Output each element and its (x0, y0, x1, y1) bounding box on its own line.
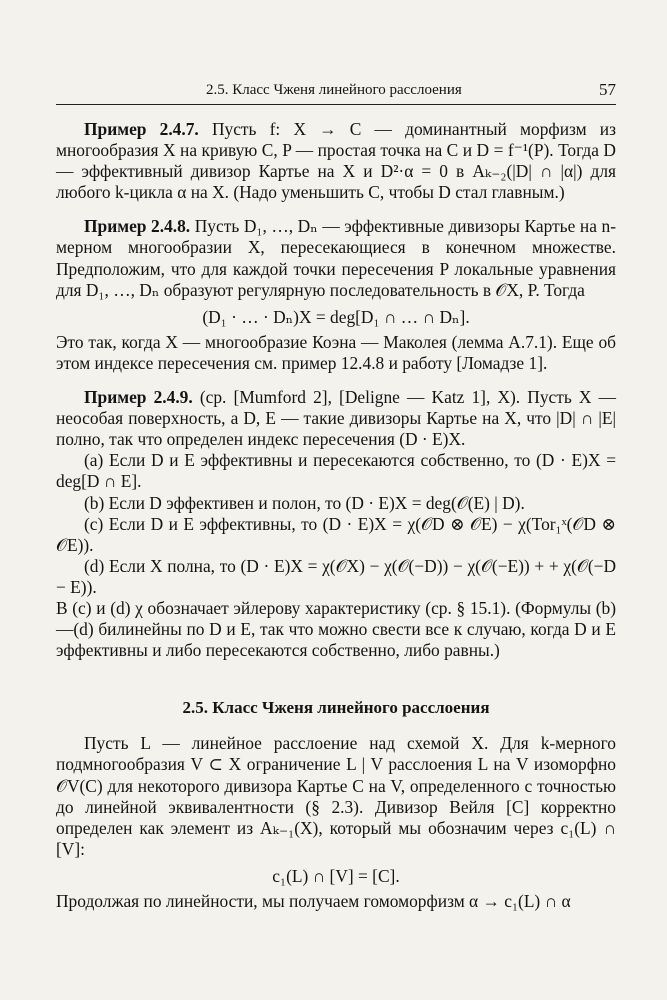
paragraph: Это так, когда X — многообразие Коэна — Маколея (лемма А.7.1). Еще об этом индексе пересечения см. пример 12.4.8 и работу [Ломадзе 1]. (56, 331, 616, 373)
running-title: 2.5. Класс Чженя линейного расслоения (206, 82, 462, 98)
example-text: (ср. [Mumford 2], [Deligne — Katz 1], X). Пусть X — неособая поверхность, а D, E — такие дивизоры Картье на X, что |D| ∩ |E| полно, так что определен индекс пересечения (D · E)X. (56, 387, 616, 450)
example-text: Пусть D₁, …, Dₙ — эффективные дивизоры Картье на n-мерном многообразии X, пересекающиеся в конечном множестве. Предположим, что для каждой точки пересечения P локальные уравнения для D₁, …, Dₙ образуют регулярную последовательность в 𝒪X, P. Тогда (56, 216, 616, 300)
page-number: 57 (599, 80, 616, 99)
example-text: Пусть f: X → C — доминантный морфизм из многообразия X на кривую C, P — простая точка на C и D = f⁻¹(P). Тогда D — эффективный дивизор Картье на X и D²·α = 0 в Aₖ₋₂(|D| ∩ |α|) для любого k-цикла α на X. (Надо уменьшить C, чтобы D стал главным.) (56, 119, 616, 203)
paragraph: В (c) и (d) χ обозначает эйлерову характеристику (ср. § 15.1). (Формулы (b)—(d) билинейны по D и E, так что можно свести все к случаю, когда D и E эффективны и либо пересекаются собственно, либо равны.) (56, 597, 616, 661)
display-formula: (D₁ · … · Dₙ)X = deg[D₁ ∩ … ∩ Dₙ]. (202, 306, 470, 327)
paragraph: Продолжая по линейности, мы получаем гомоморфизм α → c₁(L) ∩ α (56, 891, 571, 911)
item-c: (c) Если D и E эффективны, то (D · E)X = χ(𝒪D ⊗ 𝒪E) − χ(Tor₁ˣ(𝒪D ⊗ 𝒪E)). (56, 513, 616, 555)
example-label: Пример 2.4.8. (84, 216, 191, 237)
item-d: (d) Если X полна, то (D · E)X = χ(𝒪X) − χ(𝒪(−D)) − χ(𝒪(−E)) + + χ(𝒪(−D − E)). (56, 555, 616, 597)
item-a: (а) Если D и E эффективны и пересекаются собственно, то (D · E)X = deg[D ∩ E]. (56, 450, 616, 492)
example-label: Пример 2.4.7. (84, 119, 199, 139)
section-title: 2.5. Класс Чженя линейного расслоения (182, 698, 490, 718)
running-header (56, 80, 616, 105)
example-2-4-7 (56, 119, 616, 203)
example-2-4-8 (56, 216, 616, 300)
display-formula: c₁(L) ∩ [V] = [C]. (272, 865, 400, 886)
example-label: Пример 2.4.9. (84, 387, 193, 408)
item-b: (b) Если D эффективен и полон, то (D · E)X = deg(𝒪(E) | D). (84, 492, 525, 513)
section-paragraph: Пусть L — линейное расслоение над схемой X. Для k-мерного подмногообразия V ⊂ X ограничение L | V расслоения L на V изоморфно 𝒪V(C) для некоторого дивизора Картье C на V, определенного с точностью до линейной эквивалентности (§ 2.3). Дивизор Вейля [C] корректно определен как элемент из Aₖ₋₁(X), который мы обозначим через c₁(L) ∩ [V]: (56, 733, 616, 859)
body-text (56, 119, 616, 912)
example-2-4-9 (56, 387, 616, 450)
